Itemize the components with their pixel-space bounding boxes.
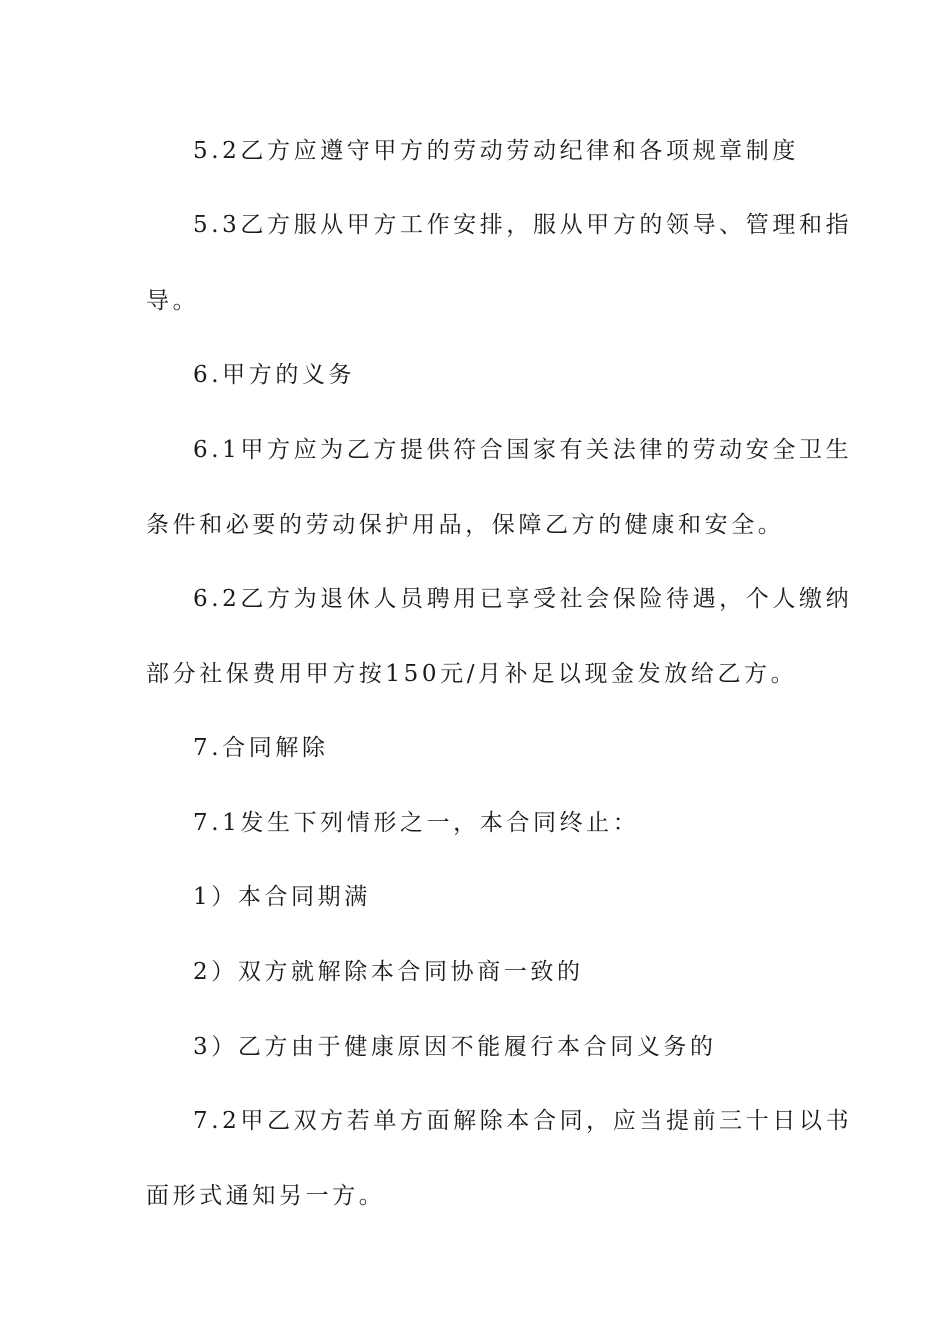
clause-7-2-line-1: 7.2甲乙双方若单方面解除本合同，应当提前三十日以书 <box>193 1108 853 1134</box>
clause-7-2-line-2: 面形式通知另一方。 <box>146 1183 386 1209</box>
clause-7-1: 7.1发生下列情形之一，本合同终止： <box>193 810 640 836</box>
list-item-2: 2）双方就解除本合同协商一致的 <box>193 959 584 985</box>
clause-6-2-line-1: 6.2乙方为退休人员聘用已享受社会保险待遇，个人缴纳 <box>193 586 853 612</box>
list-item-1: 1）本合同期满 <box>193 884 371 910</box>
clause-6-1-line-2: 条件和必要的劳动保护用品，保障乙方的健康和安全。 <box>146 512 785 538</box>
section-heading-6: 6.甲方的义务 <box>193 362 356 388</box>
clause-5-2: 5.2乙方应遵守甲方的劳动劳动纪律和各项规章制度 <box>193 138 799 164</box>
clause-5-3-line-1: 5.3乙方服从甲方工作安排，服从甲方的领导、管理和指 <box>193 212 853 238</box>
clause-5-3-line-2: 导。 <box>146 288 200 314</box>
section-heading-7: 7.合同解除 <box>193 735 329 761</box>
list-item-3: 3）乙方由于健康原因不能履行本合同义务的 <box>193 1034 717 1060</box>
clause-6-2-line-2: 部分社保费用甲方按150元/月补足以现金发放给乙方。 <box>146 661 798 687</box>
clause-6-1-line-1: 6.1甲方应为乙方提供符合国家有关法律的劳动安全卫生 <box>193 437 853 463</box>
